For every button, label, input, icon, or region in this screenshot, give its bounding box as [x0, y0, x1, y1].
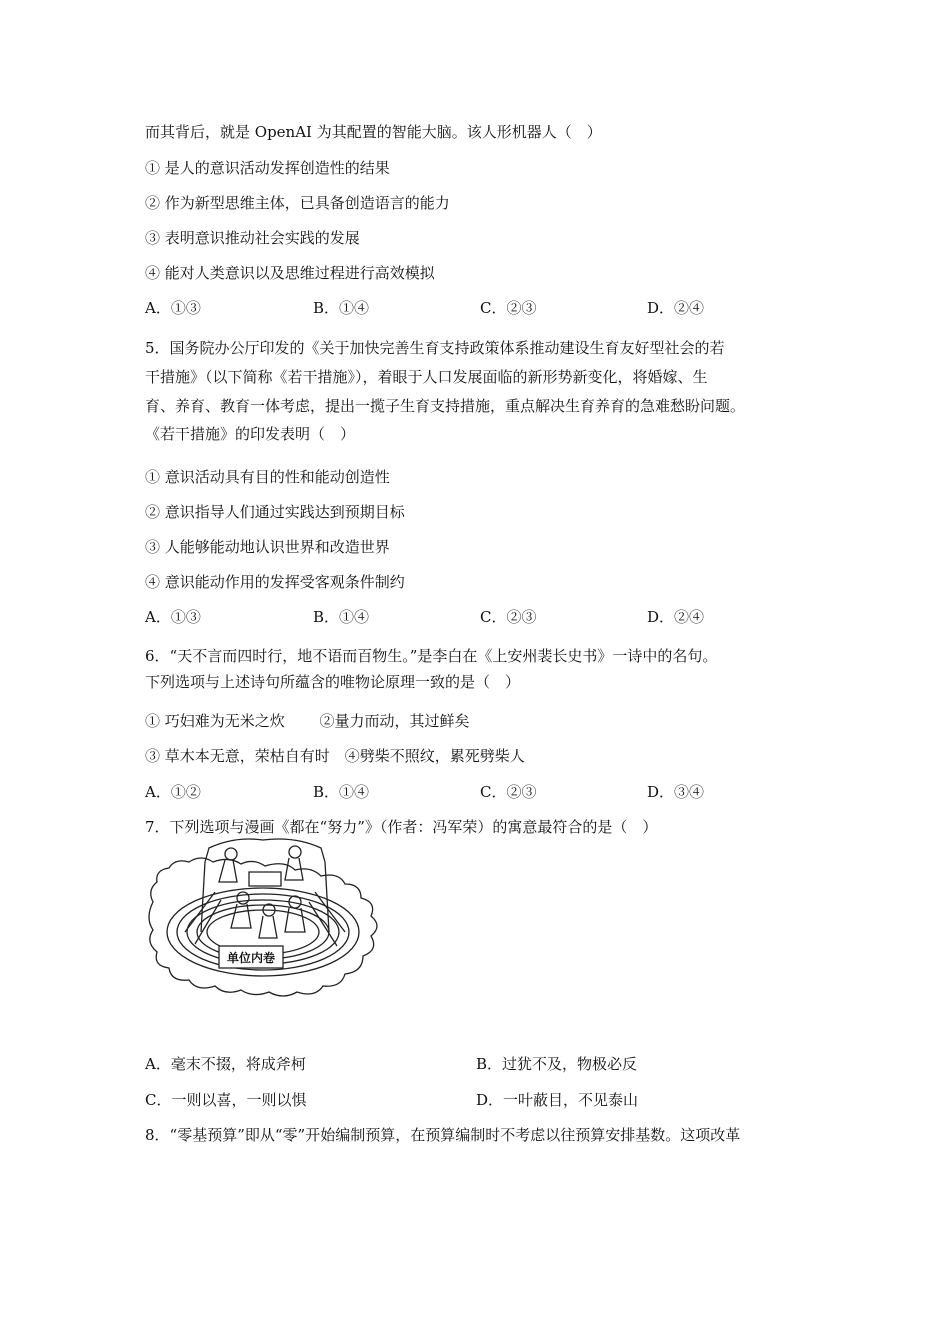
q6-option-c: C．②③: [480, 783, 537, 801]
q7-option-c: C．一则以喜，一则以惧: [145, 1091, 307, 1109]
q4-stem: 而其背后，就是 OpenAI 为其配置的智能大脑。该人形机器人（ ）: [145, 123, 602, 141]
q5-stem-line-4: 《若干措施》的印发表明（ ）: [145, 425, 356, 443]
q7-stem: 7．下列选项与漫画《都在“努力”》（作者：冯军荣）的寓意最符合的是（ ）: [145, 818, 658, 836]
q4-option-c: C．②③: [480, 299, 537, 317]
q6-stem-line-2: 下列选项与上述诗句所蕴含的唯物论原理一致的是（ ）: [145, 673, 521, 691]
q8-stem: 8．“零基预算”即从“零”开始编制预算，在预算编制时不考虑以往预算安排基数。这项改革: [145, 1126, 741, 1144]
q5-stem-line-2: 干措施》（以下简称《若干措施》），着眼于人口发展面临的新形势新变化，将婚嫁、生: [145, 368, 708, 386]
q4-item-2: ② 作为新型思维主体，已具备创造语言的能力: [145, 194, 450, 212]
q6-item-1: ① 巧妇难为无米之炊 ②量力而动，其过鲜矣: [145, 712, 470, 730]
q6-item-2: ③ 草木本无意，荣枯自有时 ④劈柴不照纹，累死劈柴人: [145, 747, 525, 765]
exam-page: [145, 0, 810, 1344]
q7-option-b: B．过犹不及，物极必反: [476, 1055, 638, 1073]
q5-item-1: ① 意识活动具有目的性和能动创造性: [145, 468, 390, 486]
q4-item-3: ③ 表明意识推动社会实践的发展: [145, 229, 360, 247]
q4-option-b: B．①④: [313, 299, 370, 317]
q5-item-4: ④ 意识能动作用的发挥受客观条件制约: [145, 573, 405, 591]
q6-option-b: B．①④: [313, 783, 370, 801]
q4-item-1: ① 是人的意识活动发挥创造性的结果: [145, 159, 390, 177]
cartoon-label: 单位内卷: [226, 951, 276, 965]
q5-option-a: A．①③: [145, 608, 201, 626]
q5-option-b: B．①④: [313, 608, 370, 626]
q4-option-d: D．②④: [647, 299, 705, 317]
q6-option-d: D．③④: [647, 783, 705, 801]
q7-option-d: D．一叶蔽目，不见泰山: [476, 1091, 639, 1109]
q4-item-4: ④ 能对人类意识以及思维过程进行高效模拟: [145, 264, 435, 282]
q6-stem-line-1: 6．“天不言而四时行，地不语而百物生。”是李白在《上安州裴长史书》一诗中的名句。: [145, 647, 718, 665]
q7-option-a: A．毫末不掇，将成斧柯: [145, 1055, 306, 1073]
cartoon-image: [145, 832, 385, 1000]
q5-stem-line-1: 5．国务院办公厅印发的《关于加快完善生育支持政策体系推动建设生育友好型社会的若: [145, 339, 725, 357]
q5-option-d: D．②④: [647, 608, 705, 626]
q6-option-a: A．①②: [145, 783, 201, 801]
q4-option-a: A．①③: [145, 299, 201, 317]
q5-item-3: ③ 人能够能动地认识世界和改造世界: [145, 538, 390, 556]
q5-stem-line-3: 育、养育、教育一体考虑，提出一揽子生育支持措施，重点解决生育养育的急难愁盼问题。: [145, 397, 746, 415]
q5-option-c: C．②③: [480, 608, 537, 626]
q5-item-2: ② 意识指导人们通过实践达到预期目标: [145, 503, 405, 521]
